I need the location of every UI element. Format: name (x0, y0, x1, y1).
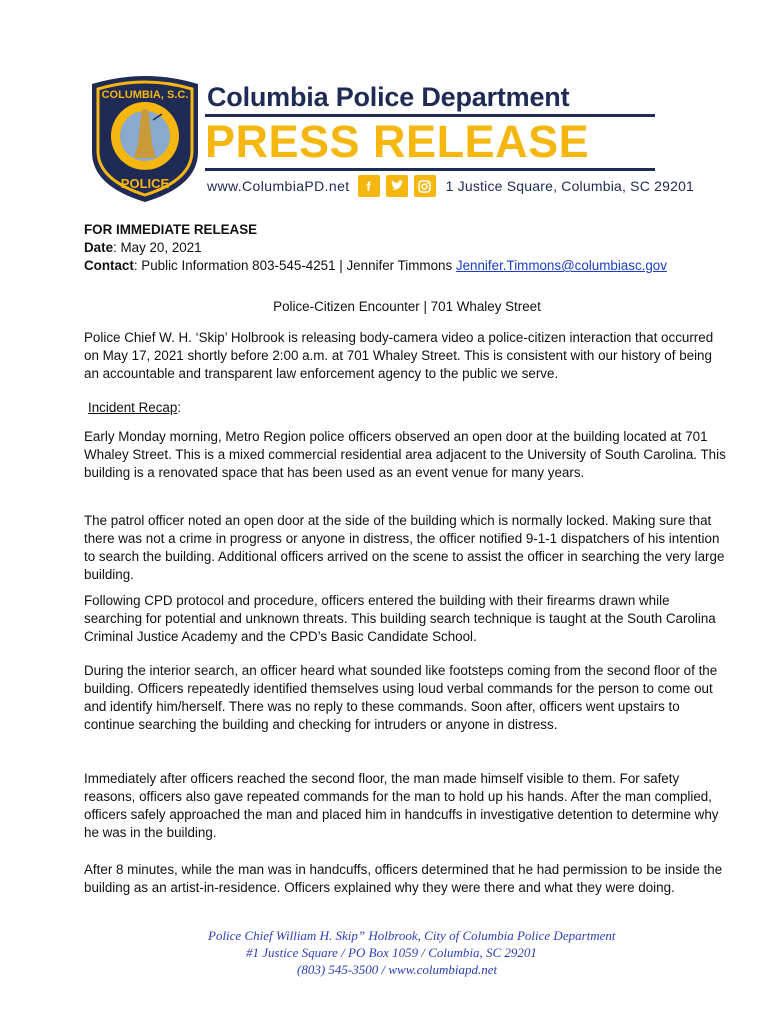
paragraph-3: Following CPD protocol and procedure, officers entered the building with their firearms drawn while searching for potential and unknown threats. This building search technique is taught at the South Carolina Criminal Justice Academy and the CPD’s Basic Candidate School. (84, 593, 716, 644)
release-date: : May 20, 2021 (113, 240, 202, 255)
facebook-icon[interactable]: f (358, 175, 380, 197)
department-address: 1 Justice Square, Columbia, SC 29201 (445, 178, 695, 194)
website-link[interactable]: www.ColumbiaPD.net (207, 178, 350, 194)
heading-colon: : (177, 400, 182, 415)
immediate-release-label: FOR IMMEDIATE RELEASE (84, 222, 258, 237)
intro-paragraph: Police Chief W. H. ‘Skip’ Holbrook is releasing body-camera video a police-citizen interaction that occurred on May 17, 2021 shortly before 2:00 a.m. at 701 Whaley Street. This is consistent with our history of being an accountable and transparent law enforcement agency to the public we serve. (84, 330, 714, 381)
headline: Police-Citizen Encounter | 701 Whaley Street (273, 299, 541, 314)
badge-top-text: COLUMBIA, S.C. (101, 89, 189, 101)
section-heading (88, 399, 734, 417)
instagram-icon[interactable] (414, 175, 436, 197)
date-label: Date (84, 240, 114, 255)
footer-line-1: Police Chief William H. Skip” Holbrook, City of Columbia Police Department (208, 928, 616, 943)
badge-motto: JUSTITIA VIRTUTUM REGINA (117, 168, 173, 173)
contact-email-link[interactable]: Jennifer.Timmons@columbiasc.gov (455, 258, 667, 273)
paragraph-2: The patrol officer noted an open door at the side of the building which is normally locked. Making sure that there was not a crime in progress or anyone in distress, the officer notified 9-1-1 dispatchers of his intention to search the building. Additional officers arrived on the scene to assist the officer in searching the very large building. (84, 513, 725, 582)
header-contact-row (207, 174, 694, 198)
release-info (84, 221, 730, 275)
title-rule-bottom (205, 168, 655, 171)
badge-bottom-text: POLICE (120, 176, 170, 191)
contact-info: : Public Information 803-545-4251 | Jennifer Timmons (133, 258, 456, 273)
footer-line-2: #1 Justice Square / PO Box 1059 / Columbia, SC 29201 (246, 945, 537, 960)
paragraph-4: During the interior search, an officer heard what sounded like footsteps coming from the second floor of the building. Officers repeatedly identified themselves using loud verbal commands for the person to come out and identify him/herself. There was no reply to these commands. Soon after, officers went upstairs to continue searching the building and checking for intruders or anyone in distress. (84, 663, 718, 732)
press-release-title: PRESS RELEASE (205, 116, 590, 167)
police-badge-logo (86, 74, 204, 204)
footer-line-3: (803) 545-3500 / www.columbiapd.net (297, 962, 498, 977)
contact-label: Contact (84, 258, 134, 273)
paragraph-5: Immediately after officers reached the second floor, the man made himself visible to them. For safety reasons, officers also gave repeated commands for the man to hold up his hands. After the man complied, officers safely approached the man and placed him in handcuffs in investigative detention to determine why he was in the building. (84, 771, 719, 840)
paragraph-6: After 8 minutes, while the man was in handcuffs, officers determined that he had permission to be inside the building as an artist-in-residence. Officers explained why they were there and what they were doing. (84, 862, 723, 895)
department-name: Columbia Police Department (207, 82, 570, 112)
paragraph-1: Early Monday morning, Metro Region police officers observed an open door at the building located at 701 Whaley Street. This is a mixed commercial residential area adjacent to the University of South Carolina. This building is a renovated space that has been used as an event venue for many years. (84, 429, 726, 480)
incident-recap-heading: Incident Recap (88, 400, 178, 415)
twitter-icon[interactable] (386, 175, 408, 197)
